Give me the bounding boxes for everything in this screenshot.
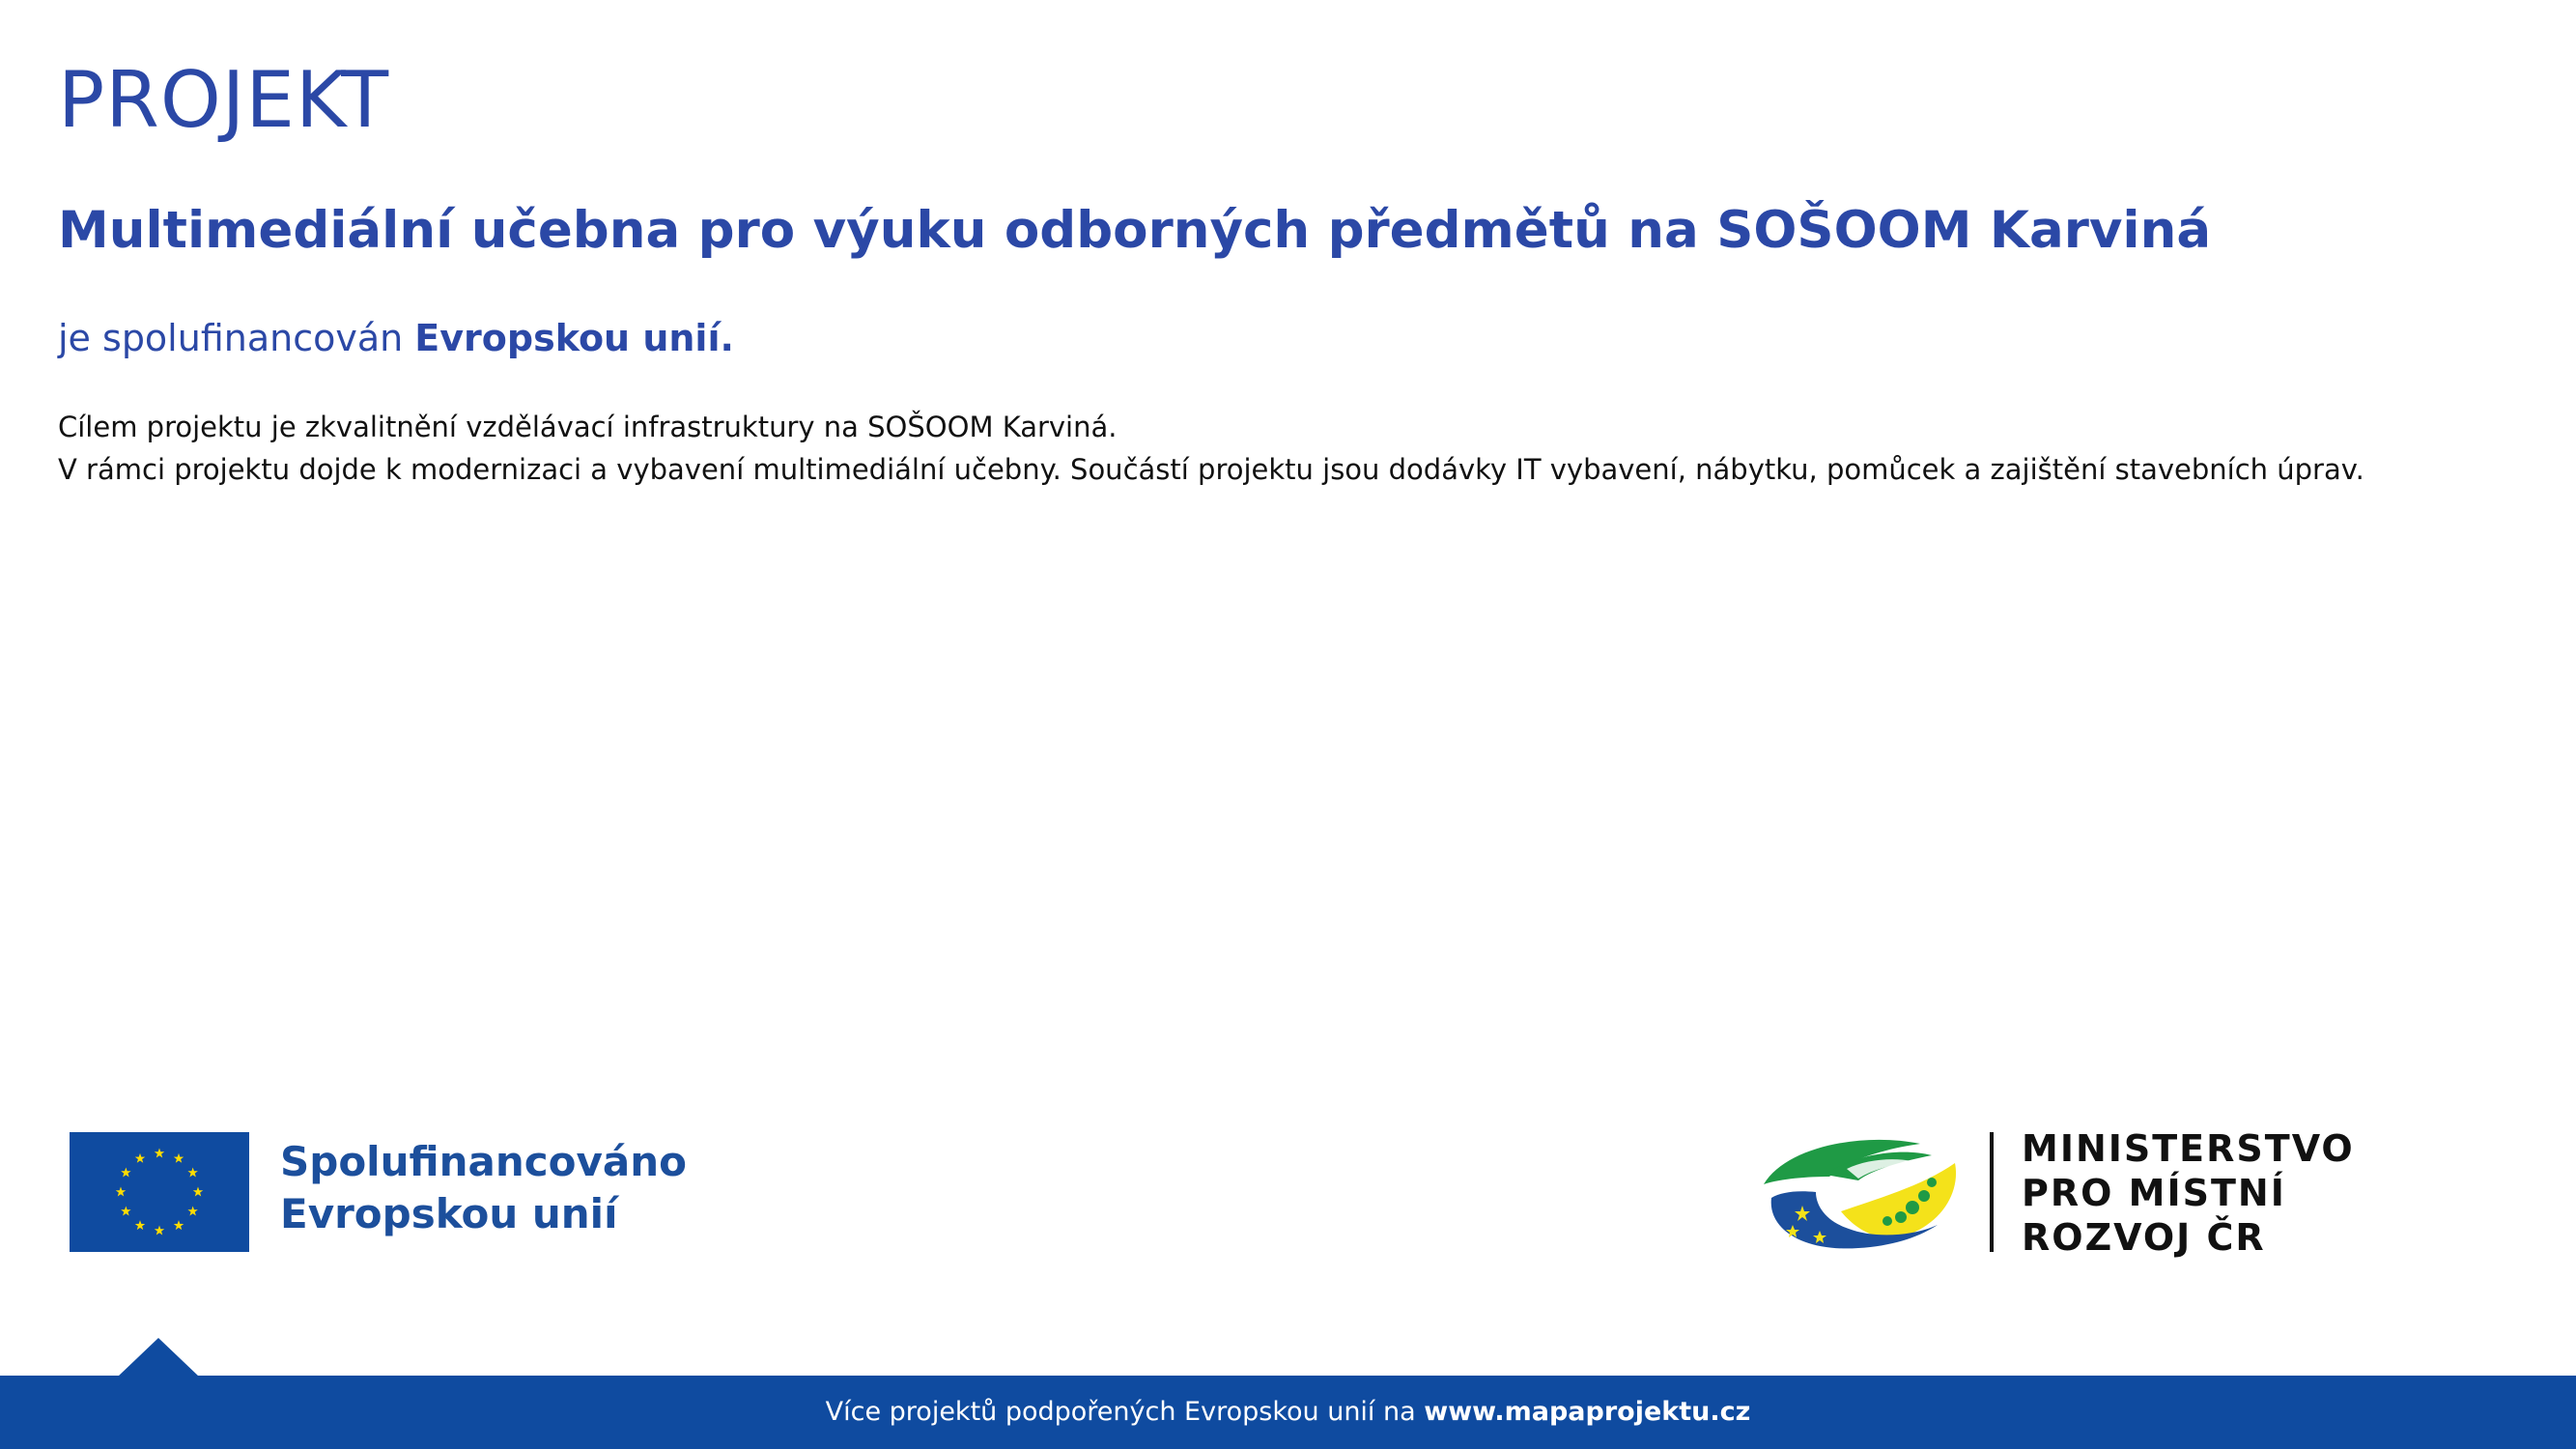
project-title: Multimediální učebna pro výuku odborných předmětů na SOŠOOM Karviná xyxy=(58,201,2212,260)
cofunded-prefix: je spolufinancován xyxy=(58,317,415,359)
project-description xyxy=(58,406,2364,491)
eu-star-icon xyxy=(155,1226,164,1236)
cofunded-emphasis: Evropskou unií. xyxy=(414,317,734,359)
eu-star-icon xyxy=(193,1187,203,1197)
eu-flag-icon xyxy=(70,1132,249,1252)
eu-star-icon xyxy=(135,1153,145,1163)
eu-logo-line-2: Evropskou unií xyxy=(280,1190,618,1237)
mmr-logo-text xyxy=(2022,1126,2355,1260)
mmr-emblem-icon xyxy=(1758,1128,1961,1254)
eu-star-icon xyxy=(121,1207,130,1216)
eu-star-icon xyxy=(155,1149,164,1158)
eu-star-icon xyxy=(187,1168,197,1178)
eu-logo-line-1: Spolufinancováno xyxy=(280,1138,687,1185)
eu-star-icon xyxy=(187,1207,197,1216)
logo-divider xyxy=(1990,1132,1994,1252)
eu-star-icon xyxy=(121,1168,130,1178)
eu-star-icon xyxy=(116,1187,126,1197)
description-line-2: V rámci projektu dojde k modernizaci a vybavení multimediální učebny. Součástí projektu jsou dodávky IT vybavení, nábytku, pomůcek a zajištění stavebních úprav. xyxy=(58,453,2364,486)
footer-notch xyxy=(118,1338,199,1377)
eu-cofunding-logo-text xyxy=(280,1136,687,1240)
eu-star-icon xyxy=(174,1153,184,1163)
eu-star-icon xyxy=(135,1220,145,1230)
footer-prefix: Více projektů podpořených Evropskou unií na xyxy=(825,1397,1425,1427)
description-line-1: Cílem projektu je zkvalitnění vzdělávací infrastruktury na SOŠOOM Karviná. xyxy=(58,411,1118,443)
mmr-logo-line-1: MINISTERSTVO xyxy=(2022,1127,2355,1170)
cofunded-statement xyxy=(58,319,734,359)
eu-star-icon xyxy=(174,1220,184,1230)
mmr-logo-line-3: ROZVOJ ČR xyxy=(2022,1216,2266,1259)
footer-link[interactable]: www.mapaprojektu.cz xyxy=(1424,1397,1751,1427)
page-heading: PROJEKT xyxy=(58,55,390,145)
mmr-logo-line-2: PRO MÍSTNÍ xyxy=(2022,1172,2286,1214)
footer-text xyxy=(0,1376,2576,1449)
